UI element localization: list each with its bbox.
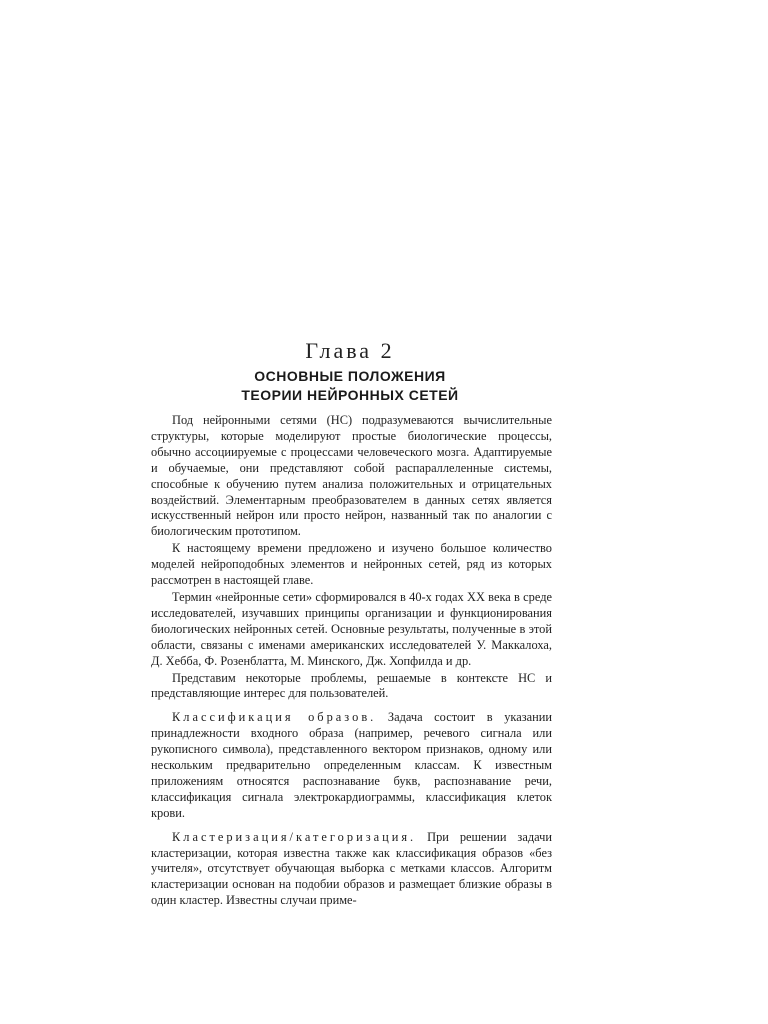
text-clustering: При решении задачи кластеризации, которая известна также как классификация образов «без учителя», отсутствует обучающая выборка с метками классов. Алгоритм кластеризации основан на подобии образов и размещает близкие образы в один кластер. Известны случаи приме- bbox=[151, 829, 552, 908]
paragraph-intro: Под нейронными сетями (НС) подразумеваются вычислительные структуры, которые моделируют простые биологические процессы, обычно ассоциируемые с процессами человеческого мозга. Адаптируемые и обучаемые, они представляют собой распараллеленные системы, способные к обучению путем анализа положительных и отрицательных воздействий. Элементарным преобразователем в данных сетях является искусственный нейрон или просто нейрон, названный так по аналогии с биологическим прототипом. bbox=[151, 413, 552, 539]
term-classification: Классификация образов. bbox=[172, 710, 377, 725]
term-clustering: Кластеризация/категоризация. bbox=[172, 829, 417, 844]
paragraph-models: К настоящему времени предложено и изучено большое количество моделей нейроподобных элементов и нейронных сетей, ряд из которых рассмотрен в настоящей главе. bbox=[151, 541, 552, 588]
paragraph-history: Термин «нейронные сети» сформировался в 40-х годах XX века в среде исследователей, изучавших принципы организации и функционирования биологических нейронных сетей. Основные результаты, полученные в этой области, связаны с именами американских исследователей У. Маккалоха, Д. Хебба, Ф. Розенблатта, М. Минского, Дж. Хопфилда и др. bbox=[151, 589, 552, 668]
chapter-title-line-1: ОСНОВНЫЕ ПОЛОЖЕНИЯ bbox=[254, 368, 446, 384]
paragraph-classification bbox=[151, 710, 552, 821]
chapter-title bbox=[0, 367, 700, 405]
paragraph-problems: Представим некоторые проблемы, решаемые в контексте НС и представляющие интерес для пользователей. bbox=[151, 670, 552, 701]
text-classification: Задача состоит в указании принадлежности входного образа (например, речевого сигнала или рукописного символа), представленного вектором признаков, одному или нескольким предварительно определенным классам. К известным приложениям относятся распознавание букв, распознавание речи, классификация сигнала электрокардиограммы, классификация клеток крови. bbox=[151, 710, 553, 820]
chapter-title-line-2: ТЕОРИИ НЕЙРОННЫХ СЕТЕЙ bbox=[241, 387, 459, 403]
chapter-heading: Глава 2 bbox=[305, 338, 395, 363]
chapter-body bbox=[151, 413, 552, 909]
paragraph-clustering bbox=[151, 830, 552, 910]
